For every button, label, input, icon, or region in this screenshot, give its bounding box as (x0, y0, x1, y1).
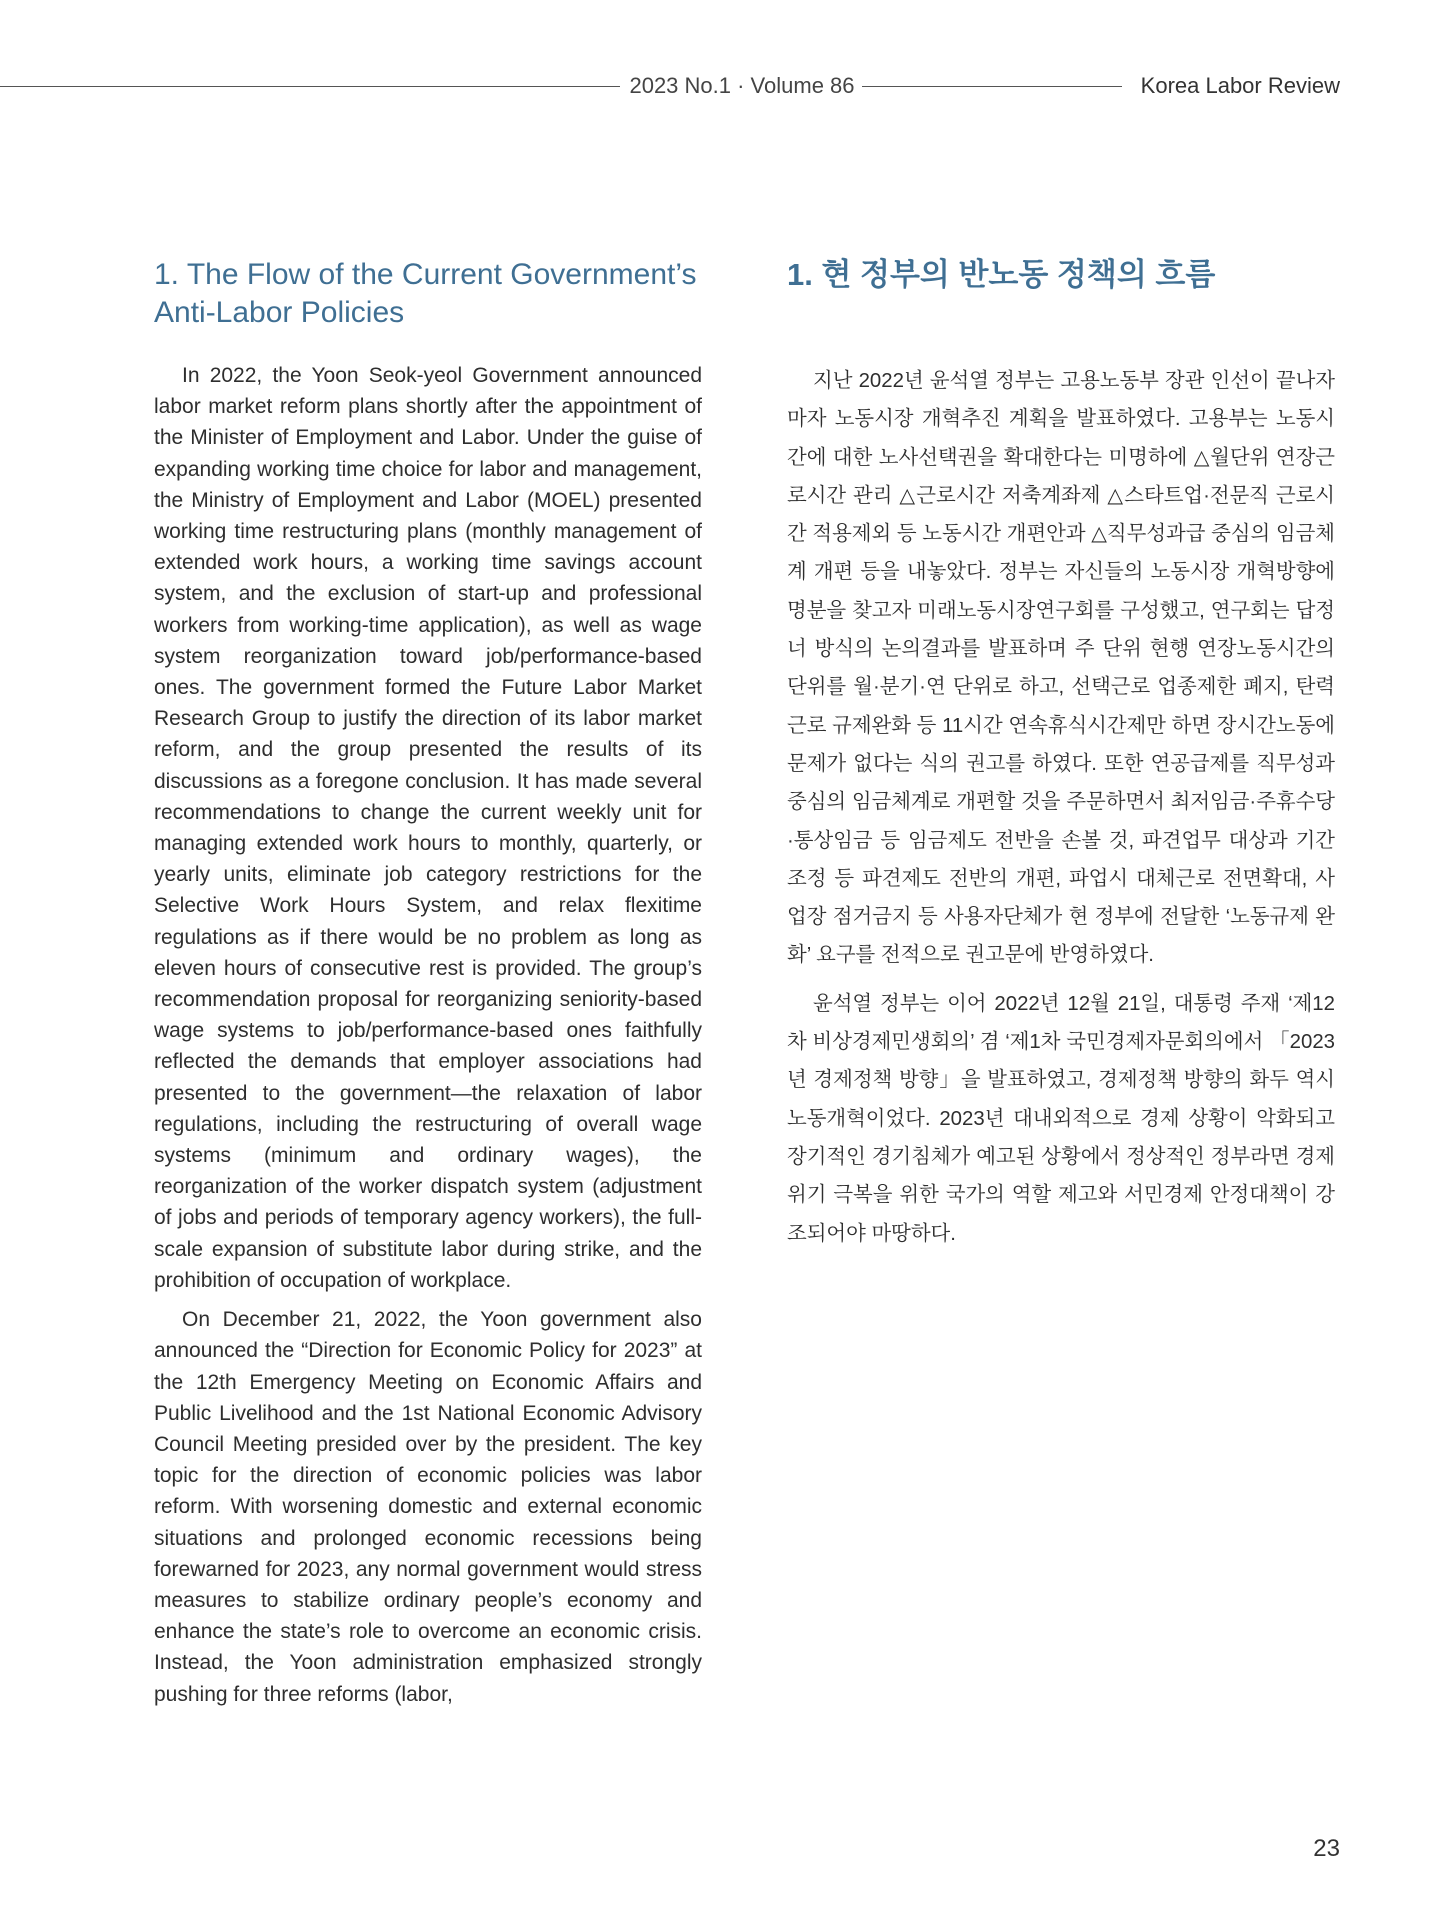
header-rule-right (862, 86, 1122, 87)
korean-body (787, 362, 1335, 1253)
english-column (154, 256, 702, 1718)
english-paragraph-2: On December 21, 2022, the Yoon government also announced the “Direction for Economic Policy for 2023” at the 12th Emergency Meeting on Economic Affairs and Public Livelihood and the 1st National Economic Advisory Council Meeting presided over by the president. The key topic for the direction of economic policies was labor reform. With worsening domestic and external economic situations and prolonged economic recessions being forewarned for 2023, any normal government would stress measures to stabilize ordinary people’s economy and enhance the state’s role to overcome an economic crisis. Instead, the Yoon administration emphasized strongly pushing for three reforms (labor, (154, 1308, 702, 1706)
journal-title: Korea Labor Review (1140, 73, 1340, 98)
korean-paragraph-2: 윤석열 정부는 이어 2022년 12월 21일, 대통령 주재 ‘제12차 비상경제민생회의’ 겸 ‘제1차 국민경제자문회의에서 「2023년 경제정책 방향」을 발표하였고, 경제정책 방향의 화두 역시 노동개혁이었다. 2023년 대내외적으로 경제 상황이 악화되고 장기적인 경기침체가 예고된 상황에서 정상적인 정부라면 경제위기 극복을 위한 국가의 역할 제고와 서민경제 안정대책이 강조되어야 마땅하다. (787, 992, 1335, 1245)
page-number: 23 (1313, 1835, 1340, 1862)
english-body (154, 360, 702, 1710)
english-section-heading: 1. The Flow of the Current Government’s Anti-Labor Policies (154, 258, 697, 329)
korean-paragraph-1: 지난 2022년 윤석열 정부는 고용노동부 장관 인선이 끝나자 마자 노동시장 개혁추진 계획을 발표하였다. 고용부는 노동시간에 대한 노사선택권을 확대한다는 미명하에 △월단위 연장근로시간 관리 △근로시간 저축계좌제 △스타트업·전문직 근로시간 적용제외 등 노동시간 개편안과 △직무성과급 중심의 임금체계 개편 등을 내놓았다. 정부는 자신들의 노동시장 개혁방향에 명분을 찾고자 미래노동시장연구회를 구성했고, 연구회는 답정너 방식의 논의결과를 발표하며 주 단위 현행 연장노동시간의 단위를 월·분기·연 단위로 하고, 선택근로 업종제한 폐지, 탄력근로 규제완화 등 11시간 연속휴식시간제만 하면 장시간노동에 문제가 없다는 식의 권고를 하였다. 또한 연공급제를 직무성과 중심의 임금체계로 개편할 것을 주문하면서 최저임금·주휴수당·통상임금 등 임금제도 전반을 손볼 것, 파견업무 대상과 기간 조정 등 파견제도 전반의 개편, 파업시 대체근로 전면확대, 사업장 점거금지 등 사용자단체가 현 정부에 전달한 ‘노동규제 완화’ 요구를 전적으로 권고문에 반영하였다. (787, 370, 1335, 967)
korean-column (787, 256, 1335, 1263)
english-paragraph-1: In 2022, the Yoon Seok-yeol Government announced labor market reform plans shortly after the appointment of the Minister of Employment and Labor. Under the guise of expanding working time choice for labor and management, the Ministry of Employment and Labor (MOEL) presented working time restructuring plans (monthly management of extended work hours, a working time savings account system, and the exclusion of start-up and professional workers from working-time application), as well as wage system reorganization toward job/performance-based ones. The government formed the Future Labor Market Research Group to justify the direction of its labor market reform, and the group presented the results of its discussions as a foregone conclusion. It has made several recommendations to change the current weekly unit for managing extended work hours to monthly, quarterly, or yearly units, eliminate job category restrictions for the Selective Work Hours System, and relax flexitime regulations as if there would be no problem as long as eleven hours of consecutive rest is provided. The group’s recommendation proposal for reorganizing seniority-based wage systems to job/performance-based ones faithfully reflected the demands that employer associations had presented to the government—the relaxation of labor regulations, including the restructuring of overall wage systems (minimum and ordinary wages), the reorganization of the worker dispatch system (adjustment of jobs and periods of temporary agency workers), the full-scale expansion of substitute labor during strike, and the prohibition of occupation of workplace. (154, 364, 702, 1292)
issue-label: 2023 No.1 · Volume 86 (629, 73, 855, 98)
korean-section-heading: 1. 현 정부의 반노동 정책의 흐름 (787, 257, 1216, 292)
header-rule-left (0, 86, 620, 87)
